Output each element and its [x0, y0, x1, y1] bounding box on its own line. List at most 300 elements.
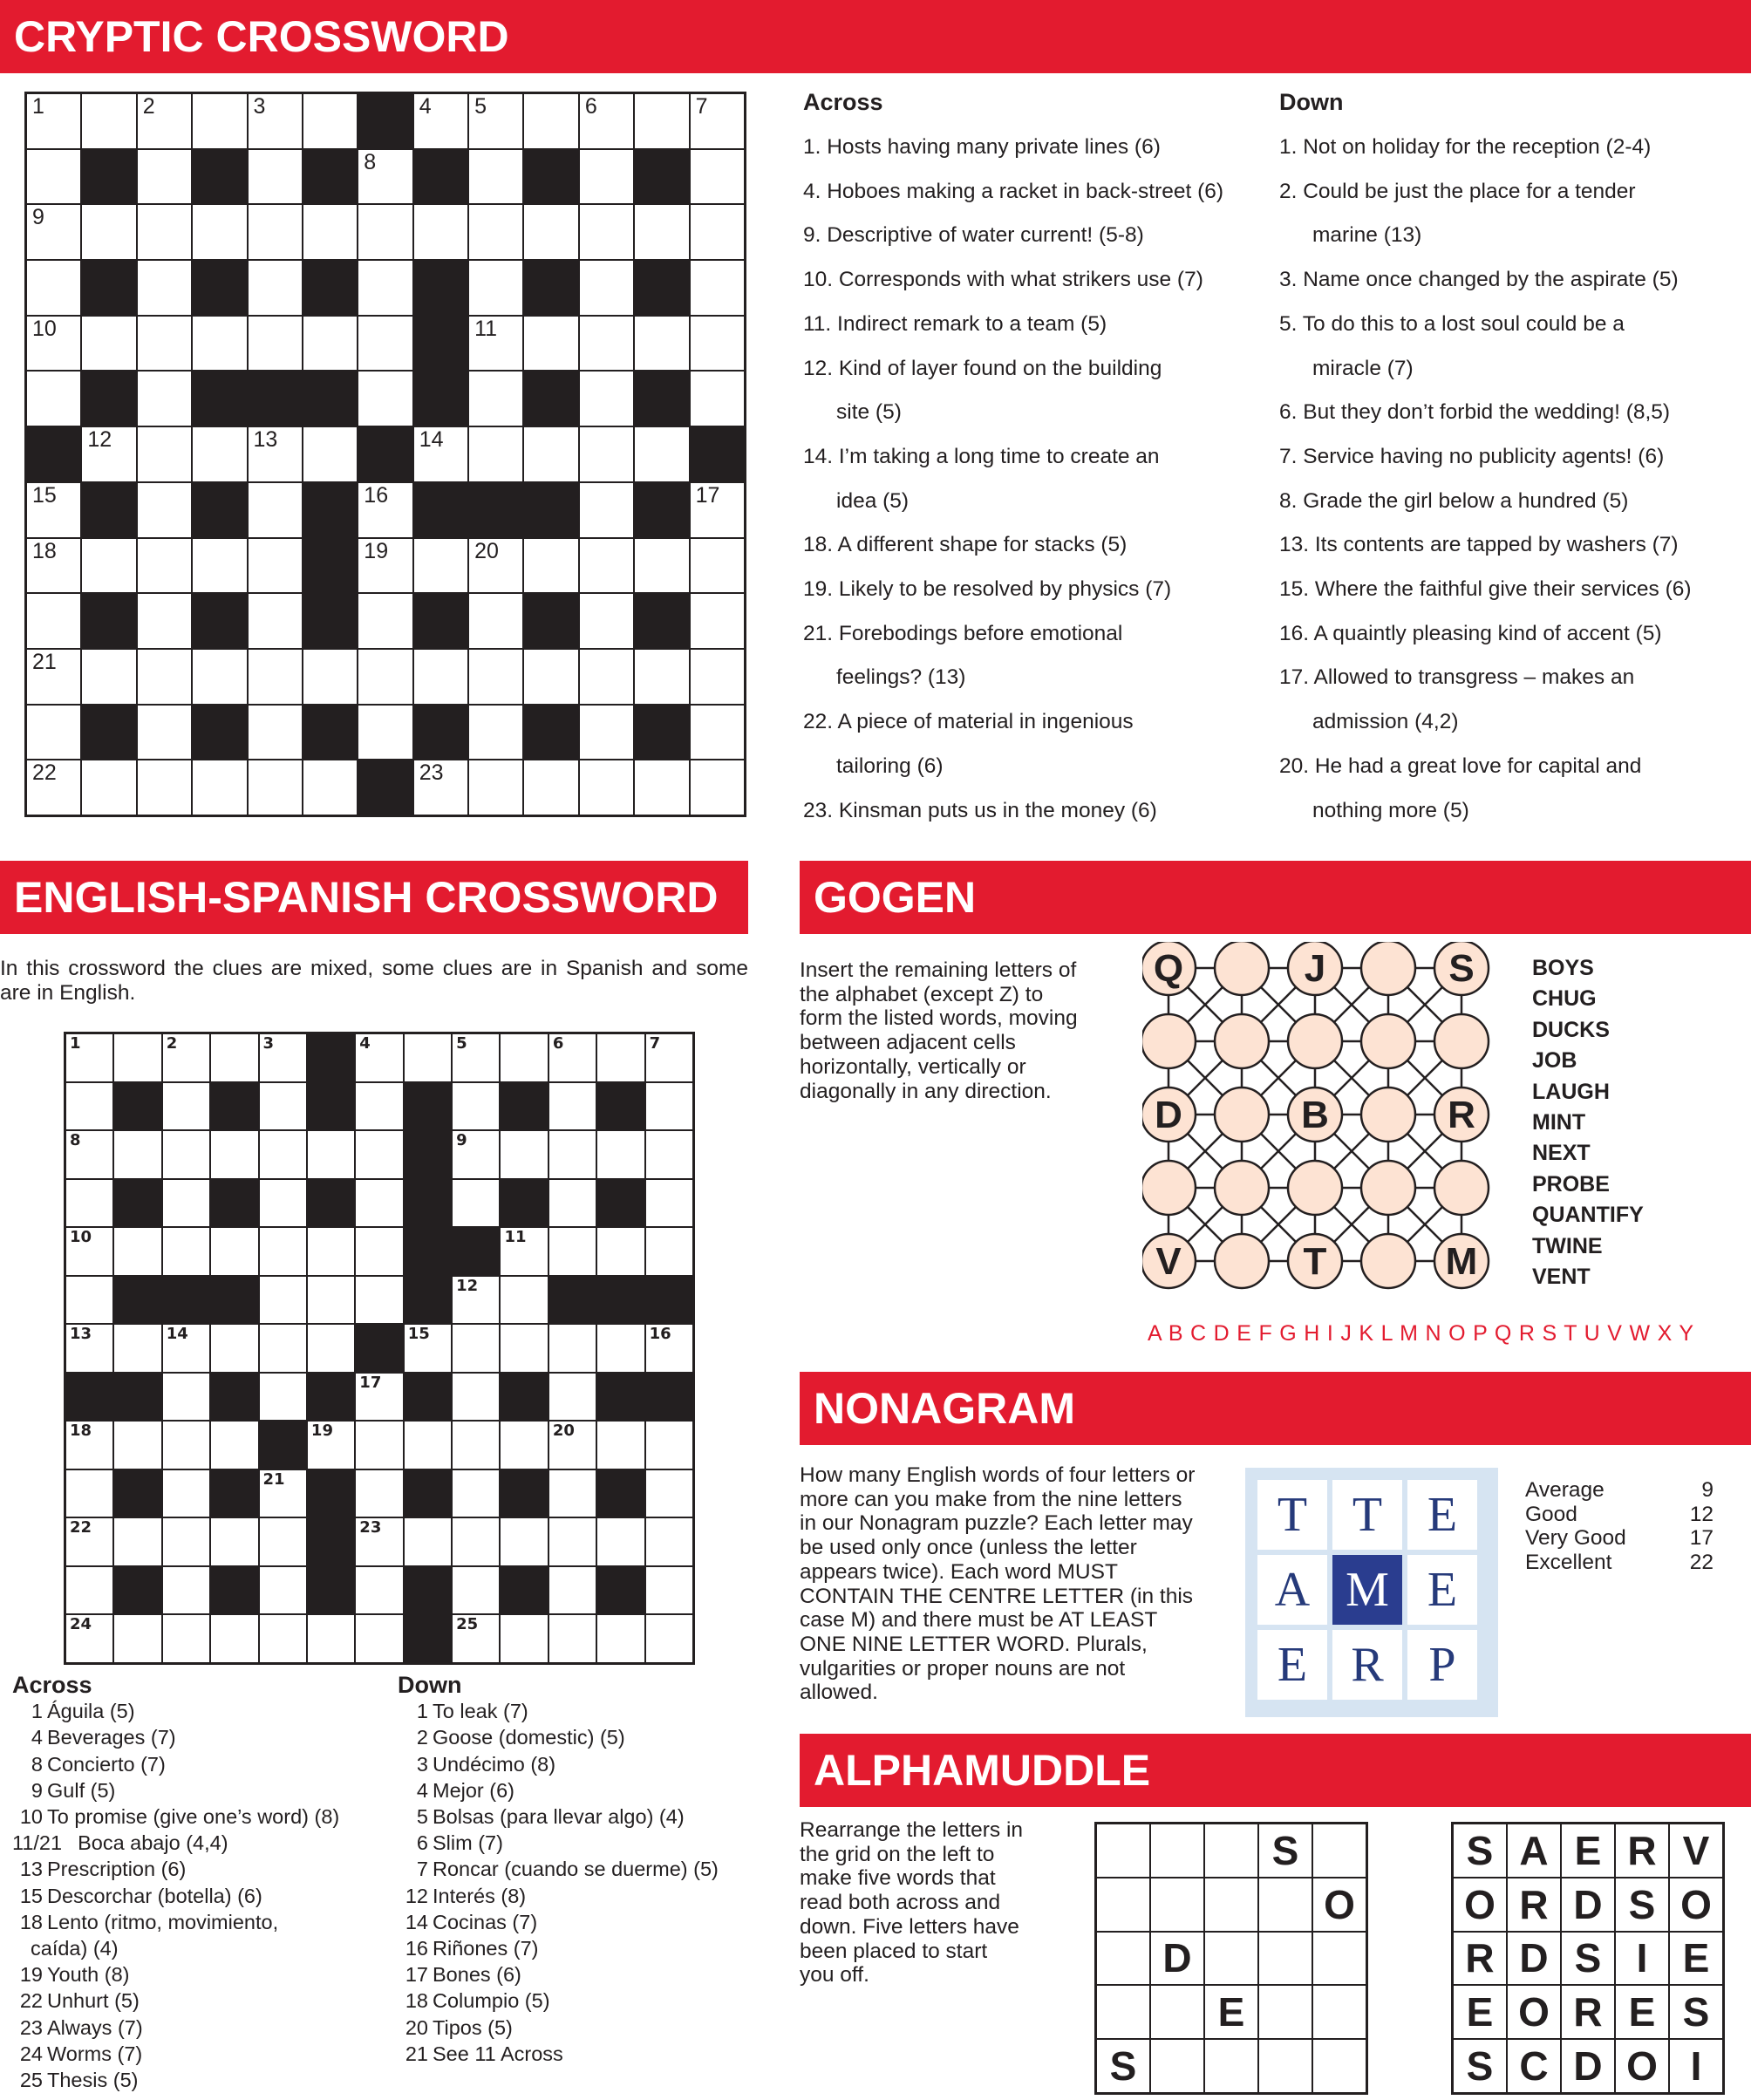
cryptic-cell[interactable]: [137, 204, 192, 260]
cryptic-cell[interactable]: [690, 482, 745, 538]
cryptic-cell[interactable]: [248, 760, 303, 815]
cryptic-cell[interactable]: [579, 371, 634, 426]
cryptic-cell[interactable]: [468, 705, 523, 760]
cryptic-cell[interactable]: [303, 93, 358, 149]
cryptic-cell[interactable]: [81, 649, 136, 705]
cryptic-cell[interactable]: [468, 649, 523, 705]
clue-entry: [398, 1724, 719, 1750]
cryptic-cell[interactable]: [523, 538, 578, 594]
alphamuddle-solution-cell[interactable]: [1258, 1985, 1312, 2039]
english-spanish-cell[interactable]: [596, 1033, 644, 1082]
english-spanish-cell[interactable]: [500, 1517, 548, 1566]
cryptic-cell[interactable]: [26, 593, 81, 649]
gogen-cell[interactable]: [1215, 1161, 1269, 1215]
english-spanish-cell[interactable]: [645, 1082, 693, 1131]
cryptic-cell[interactable]: [248, 149, 303, 205]
english-spanish-cell[interactable]: [259, 1033, 307, 1082]
cryptic-cell[interactable]: [26, 149, 81, 205]
cryptic-cell[interactable]: [468, 204, 523, 260]
cryptic-cell[interactable]: [303, 760, 358, 815]
cryptic-cell[interactable]: [26, 482, 81, 538]
cryptic-cell[interactable]: [468, 371, 523, 426]
english-spanish-cell[interactable]: [162, 1179, 210, 1228]
english-spanish-cell[interactable]: [65, 1033, 113, 1082]
alphamuddle-solution-cell[interactable]: [1204, 2039, 1258, 2093]
gogen-cell[interactable]: [1434, 1161, 1489, 1215]
english-spanish-cell[interactable]: [548, 1130, 596, 1179]
english-spanish-cell[interactable]: [307, 1614, 355, 1663]
alphamuddle-solution-cell[interactable]: [1150, 1985, 1204, 2039]
cryptic-cell[interactable]: [137, 260, 192, 316]
cryptic-cell[interactable]: [579, 593, 634, 649]
gogen-cell[interactable]: [1142, 1014, 1196, 1068]
english-spanish-cell[interactable]: [65, 1421, 113, 1469]
english-spanish-cell[interactable]: [65, 1082, 113, 1131]
cryptic-cell[interactable]: [192, 204, 247, 260]
cryptic-cell[interactable]: [634, 760, 689, 815]
cryptic-cell[interactable]: [579, 316, 634, 372]
english-spanish-cell[interactable]: [596, 1130, 644, 1179]
english-spanish-cell[interactable]: [113, 1517, 161, 1566]
alphamuddle-solution-cell[interactable]: [1096, 1985, 1150, 2039]
english-spanish-cell[interactable]: [596, 1324, 644, 1373]
cryptic-cell[interactable]: [579, 482, 634, 538]
english-spanish-cell[interactable]: [355, 1276, 403, 1325]
english-spanish-cell[interactable]: [404, 1324, 452, 1373]
english-spanish-cell[interactable]: [65, 1324, 113, 1373]
cryptic-cell[interactable]: [137, 482, 192, 538]
alphamuddle-solution-cell[interactable]: [1096, 1932, 1150, 1986]
alphamuddle-solution-cell[interactable]: D: [1150, 1932, 1204, 1986]
alphamuddle-solution-cell[interactable]: S: [1258, 1824, 1312, 1878]
english-spanish-cell[interactable]: [210, 1033, 258, 1082]
alphamuddle-solution-cell[interactable]: [1258, 1878, 1312, 1932]
english-spanish-cell[interactable]: [162, 1614, 210, 1663]
alphamuddle-solution-cell[interactable]: O: [1312, 1878, 1366, 1932]
english-spanish-cell[interactable]: [500, 1276, 548, 1325]
english-spanish-cell[interactable]: [162, 1421, 210, 1469]
cryptic-cell[interactable]: [468, 426, 523, 482]
english-spanish-cell[interactable]: [65, 1517, 113, 1566]
english-spanish-cell[interactable]: [259, 1614, 307, 1663]
alphamuddle-solution-cell[interactable]: [1150, 1878, 1204, 1932]
gogen-cell[interactable]: [1288, 1014, 1342, 1068]
cryptic-cell[interactable]: [690, 149, 745, 205]
cryptic-cell[interactable]: [468, 93, 523, 149]
cryptic-cell[interactable]: [137, 316, 192, 372]
cryptic-cell[interactable]: [26, 760, 81, 815]
nonagram-letter: E: [1257, 1630, 1327, 1700]
cryptic-cell[interactable]: [468, 149, 523, 205]
english-spanish-cell[interactable]: [548, 1227, 596, 1276]
english-spanish-cell[interactable]: [548, 1566, 596, 1615]
english-spanish-cell[interactable]: [355, 1517, 403, 1566]
cryptic-cell[interactable]: [413, 204, 468, 260]
cryptic-cell[interactable]: [634, 426, 689, 482]
cryptic-cell[interactable]: [248, 649, 303, 705]
gogen-cell[interactable]: [1361, 942, 1415, 995]
cryptic-cell[interactable]: [413, 760, 468, 815]
cryptic-cell[interactable]: [579, 538, 634, 594]
cryptic-cell[interactable]: [137, 705, 192, 760]
cryptic-cell[interactable]: [690, 760, 745, 815]
cryptic-cell[interactable]: [137, 760, 192, 815]
english-spanish-cell[interactable]: [548, 1033, 596, 1082]
gogen-cell[interactable]: [1215, 1234, 1269, 1288]
english-spanish-cell[interactable]: [645, 1517, 693, 1566]
cryptic-cell[interactable]: [413, 649, 468, 705]
english-spanish-cell[interactable]: [259, 1373, 307, 1422]
cryptic-cell[interactable]: [358, 371, 412, 426]
english-spanish-cell[interactable]: [548, 1179, 596, 1228]
cryptic-cell[interactable]: [690, 204, 745, 260]
cryptic-cell[interactable]: [634, 649, 689, 705]
english-spanish-cell[interactable]: [548, 1373, 596, 1422]
english-spanish-cell[interactable]: [162, 1082, 210, 1131]
cryptic-cell[interactable]: [137, 538, 192, 594]
cryptic-cell[interactable]: [690, 593, 745, 649]
english-spanish-cell[interactable]: [645, 1179, 693, 1228]
cryptic-cell[interactable]: [248, 204, 303, 260]
english-spanish-cell[interactable]: [645, 1033, 693, 1082]
gogen-title: GOGEN: [814, 873, 977, 922]
english-spanish-cell[interactable]: [548, 1517, 596, 1566]
english-spanish-cell[interactable]: [355, 1373, 403, 1422]
english-spanish-cell[interactable]: [500, 1033, 548, 1082]
cryptic-cell[interactable]: [634, 538, 689, 594]
english-spanish-cell[interactable]: [259, 1276, 307, 1325]
cryptic-cell[interactable]: [634, 93, 689, 149]
english-spanish-cell[interactable]: [65, 1566, 113, 1615]
cryptic-cell[interactable]: [523, 93, 578, 149]
cryptic-cell[interactable]: [248, 593, 303, 649]
english-spanish-cell[interactable]: [210, 1421, 258, 1469]
cryptic-cell[interactable]: [137, 649, 192, 705]
gogen-cell[interactable]: [1215, 1088, 1269, 1142]
cryptic-cell[interactable]: [248, 705, 303, 760]
english-spanish-cell[interactable]: [645, 1614, 693, 1663]
english-spanish-cell[interactable]: [113, 1421, 161, 1469]
english-spanish-cell[interactable]: [452, 1566, 500, 1615]
cryptic-cell[interactable]: [303, 649, 358, 705]
english-spanish-cell[interactable]: [645, 1469, 693, 1518]
gogen-cell[interactable]: [1434, 1014, 1489, 1068]
cryptic-cell[interactable]: [81, 426, 136, 482]
english-spanish-cell[interactable]: [162, 1517, 210, 1566]
alphamuddle-solution-cell[interactable]: [1204, 1878, 1258, 1932]
english-spanish-cell[interactable]: [259, 1227, 307, 1276]
english-spanish-cell[interactable]: [210, 1130, 258, 1179]
cryptic-cell[interactable]: [192, 426, 247, 482]
english-spanish-cell[interactable]: [452, 1033, 500, 1082]
english-spanish-cell[interactable]: [500, 1324, 548, 1373]
cryptic-cell[interactable]: [81, 316, 136, 372]
cryptic-cell[interactable]: [468, 538, 523, 594]
english-spanish-cell[interactable]: [452, 1324, 500, 1373]
english-spanish-cell[interactable]: [259, 1517, 307, 1566]
english-spanish-cell[interactable]: [355, 1614, 403, 1663]
gogen-cell[interactable]: [1288, 1161, 1342, 1215]
english-spanish-cell[interactable]: [113, 1130, 161, 1179]
clue-line: 22. A piece of material in ingenious: [803, 710, 1134, 734]
english-spanish-cell[interactable]: [452, 1469, 500, 1518]
cryptic-cell[interactable]: [358, 538, 412, 594]
alphamuddle-letter-cell: R: [1453, 1932, 1507, 1986]
alphamuddle-solution-cell[interactable]: [1096, 1878, 1150, 1932]
cryptic-cell[interactable]: [690, 371, 745, 426]
english-spanish-cell[interactable]: [452, 1421, 500, 1469]
cryptic-cell[interactable]: [26, 705, 81, 760]
gogen-cell[interactable]: [1361, 1088, 1415, 1142]
english-spanish-block-cell: [210, 1082, 258, 1131]
cryptic-cell[interactable]: [26, 93, 81, 149]
cryptic-cell[interactable]: [192, 760, 247, 815]
cryptic-cell[interactable]: [303, 316, 358, 372]
cryptic-cell[interactable]: [137, 426, 192, 482]
alphamuddle-solution-cell[interactable]: [1312, 2039, 1366, 2093]
english-spanish-cell[interactable]: [645, 1421, 693, 1469]
cryptic-cell[interactable]: [468, 760, 523, 815]
english-spanish-cell[interactable]: [162, 1130, 210, 1179]
alphamuddle-solution-cell[interactable]: [1150, 1824, 1204, 1878]
english-spanish-cell[interactable]: [210, 1324, 258, 1373]
alphamuddle-solution-cell[interactable]: S: [1096, 2039, 1150, 2093]
gogen-cell[interactable]: [1215, 1014, 1269, 1068]
cryptic-cell[interactable]: [468, 593, 523, 649]
english-spanish-cell[interactable]: [452, 1614, 500, 1663]
gogen-cell[interactable]: [1361, 1014, 1415, 1068]
english-spanish-cell[interactable]: [162, 1324, 210, 1373]
cryptic-cell[interactable]: [81, 93, 136, 149]
cryptic-cell[interactable]: [26, 260, 81, 316]
english-spanish-cell[interactable]: [404, 1033, 452, 1082]
english-spanish-cell[interactable]: [596, 1227, 644, 1276]
english-spanish-cell[interactable]: [113, 1227, 161, 1276]
english-spanish-cell[interactable]: [307, 1421, 355, 1469]
gogen-cell[interactable]: [1142, 1161, 1196, 1215]
cryptic-cell[interactable]: [690, 316, 745, 372]
english-spanish-cell[interactable]: [162, 1566, 210, 1615]
cryptic-cell[interactable]: [523, 426, 578, 482]
english-spanish-cell[interactable]: [259, 1469, 307, 1518]
english-spanish-cell[interactable]: [452, 1179, 500, 1228]
english-spanish-cell[interactable]: [355, 1469, 403, 1518]
english-spanish-cell[interactable]: [355, 1033, 403, 1082]
clue-line: 1. Hosts having many private lines (6): [803, 135, 1161, 159]
english-spanish-cell[interactable]: [500, 1614, 548, 1663]
cryptic-cell[interactable]: [690, 93, 745, 149]
english-spanish-cell[interactable]: [452, 1373, 500, 1422]
english-spanish-cell[interactable]: [452, 1082, 500, 1131]
cryptic-cell[interactable]: [248, 93, 303, 149]
english-spanish-cell[interactable]: [162, 1227, 210, 1276]
english-spanish-cell[interactable]: [548, 1469, 596, 1518]
cryptic-cell[interactable]: [690, 538, 745, 594]
cryptic-cell[interactable]: [358, 593, 412, 649]
cryptic-cell[interactable]: [634, 204, 689, 260]
english-spanish-cell[interactable]: [548, 1324, 596, 1373]
cryptic-cell[interactable]: [137, 371, 192, 426]
clue-text: Boca abajo (4,4): [78, 1831, 228, 1855]
english-spanish-cell[interactable]: [65, 1179, 113, 1228]
cryptic-cell[interactable]: [26, 649, 81, 705]
alphamuddle-solution-cell[interactable]: [1150, 2039, 1204, 2093]
english-spanish-cell[interactable]: [355, 1421, 403, 1469]
cryptic-cell[interactable]: [248, 426, 303, 482]
english-spanish-cell[interactable]: [307, 1276, 355, 1325]
cryptic-cell[interactable]: [248, 538, 303, 594]
cryptic-cell[interactable]: [523, 316, 578, 372]
cryptic-cell[interactable]: [579, 93, 634, 149]
cryptic-cell[interactable]: [413, 93, 468, 149]
cryptic-cell[interactable]: [690, 649, 745, 705]
english-spanish-clue-number: 11: [504, 1228, 527, 1247]
english-spanish-cell[interactable]: [113, 1614, 161, 1663]
cryptic-cell[interactable]: [358, 149, 412, 205]
english-spanish-cell[interactable]: [162, 1469, 210, 1518]
english-spanish-cell[interactable]: [210, 1227, 258, 1276]
cryptic-cell[interactable]: [137, 93, 192, 149]
cryptic-cell[interactable]: [579, 649, 634, 705]
alphamuddle-solution-cell[interactable]: [1258, 2039, 1312, 2093]
cryptic-cell[interactable]: [690, 260, 745, 316]
alphamuddle-solution-cell[interactable]: [1312, 1985, 1366, 2039]
cryptic-cell[interactable]: [358, 482, 412, 538]
cryptic-cell[interactable]: [358, 705, 412, 760]
english-spanish-cell[interactable]: [65, 1227, 113, 1276]
english-spanish-block-cell: [210, 1566, 258, 1615]
english-spanish-cell[interactable]: [65, 1130, 113, 1179]
cryptic-cell[interactable]: [358, 204, 412, 260]
gogen-cell[interactable]: [1361, 1234, 1415, 1288]
cryptic-cell[interactable]: [579, 760, 634, 815]
cryptic-cell[interactable]: [192, 93, 247, 149]
english-spanish-cell[interactable]: [452, 1517, 500, 1566]
cryptic-cell[interactable]: [413, 426, 468, 482]
english-spanish-cell[interactable]: [355, 1179, 403, 1228]
english-spanish-cell[interactable]: [259, 1324, 307, 1373]
english-spanish-cell[interactable]: [500, 1421, 548, 1469]
cryptic-cell[interactable]: [690, 705, 745, 760]
alphamuddle-solution-cell[interactable]: [1312, 1932, 1366, 1986]
gogen-cell[interactable]: [1215, 942, 1269, 995]
english-spanish-cell[interactable]: [259, 1130, 307, 1179]
english-spanish-cell[interactable]: [65, 1276, 113, 1325]
cryptic-cell[interactable]: [358, 649, 412, 705]
cryptic-cell[interactable]: [579, 204, 634, 260]
alphamuddle-solution-cell[interactable]: [1204, 1824, 1258, 1878]
english-spanish-cell[interactable]: [210, 1614, 258, 1663]
cryptic-cell[interactable]: [468, 260, 523, 316]
english-spanish-cell[interactable]: [259, 1179, 307, 1228]
english-spanish-cell[interactable]: [113, 1033, 161, 1082]
english-spanish-cell[interactable]: [65, 1614, 113, 1663]
cryptic-cell[interactable]: [81, 538, 136, 594]
cryptic-cell[interactable]: [468, 316, 523, 372]
cryptic-cell[interactable]: [248, 260, 303, 316]
alphamuddle-solution-cell[interactable]: [1096, 1824, 1150, 1878]
cryptic-cell[interactable]: [26, 371, 81, 426]
alphamuddle-solution-cell[interactable]: E: [1204, 1985, 1258, 2039]
cryptic-cell[interactable]: [523, 760, 578, 815]
cryptic-cell[interactable]: [579, 426, 634, 482]
english-spanish-cell[interactable]: [645, 1130, 693, 1179]
english-spanish-cell[interactable]: [307, 1324, 355, 1373]
english-spanish-cell[interactable]: [404, 1517, 452, 1566]
english-spanish-cell[interactable]: [404, 1421, 452, 1469]
alphamuddle-solution-cell[interactable]: [1312, 1824, 1366, 1878]
english-spanish-cell[interactable]: [548, 1614, 596, 1663]
cryptic-cell[interactable]: [579, 705, 634, 760]
cryptic-cell[interactable]: [248, 316, 303, 372]
cryptic-cell[interactable]: [137, 149, 192, 205]
cryptic-cell[interactable]: [303, 426, 358, 482]
cryptic-cell[interactable]: [523, 649, 578, 705]
cryptic-cell[interactable]: [81, 760, 136, 815]
cryptic-cell[interactable]: [192, 649, 247, 705]
english-spanish-cell[interactable]: [307, 1227, 355, 1276]
clue-line: 20. He had a great love for capital and: [1279, 753, 1642, 778]
english-spanish-cell[interactable]: [548, 1082, 596, 1131]
cryptic-cell[interactable]: [26, 316, 81, 372]
cryptic-cell[interactable]: [192, 538, 247, 594]
english-spanish-cell[interactable]: [500, 1130, 548, 1179]
alphamuddle-letter-cell: S: [1615, 1878, 1669, 1932]
english-spanish-cell[interactable]: [307, 1130, 355, 1179]
cryptic-cell[interactable]: [358, 316, 412, 372]
english-spanish-cell[interactable]: [259, 1082, 307, 1131]
english-spanish-cell[interactable]: [355, 1082, 403, 1131]
alphamuddle-solution-cell[interactable]: [1258, 1932, 1312, 1986]
english-spanish-cell[interactable]: [65, 1469, 113, 1518]
cryptic-cell[interactable]: [26, 204, 81, 260]
english-spanish-cell[interactable]: [355, 1566, 403, 1615]
english-spanish-cell[interactable]: [162, 1373, 210, 1422]
cryptic-cell[interactable]: [579, 149, 634, 205]
cryptic-cell[interactable]: [413, 538, 468, 594]
cryptic-cell[interactable]: [523, 204, 578, 260]
english-spanish-cell[interactable]: [596, 1614, 644, 1663]
gogen-instructions: Insert the remaining letters of the alphabet (except Z) to form the listed words, moving between adjacent cells horizontally, vertically or diagonally in any direction.: [800, 958, 1078, 1103]
english-spanish-cell[interactable]: [452, 1130, 500, 1179]
english-spanish-cell[interactable]: [452, 1276, 500, 1325]
alphamuddle-solution-cell[interactable]: [1204, 1932, 1258, 1986]
english-spanish-cell[interactable]: [210, 1517, 258, 1566]
english-spanish-cell[interactable]: [259, 1566, 307, 1615]
english-spanish-cell[interactable]: [548, 1421, 596, 1469]
english-spanish-cell[interactable]: [645, 1227, 693, 1276]
english-spanish-cell[interactable]: [113, 1324, 161, 1373]
cryptic-cell[interactable]: [358, 260, 412, 316]
cryptic-cell[interactable]: [248, 482, 303, 538]
cryptic-cell[interactable]: [192, 316, 247, 372]
cryptic-cell[interactable]: [137, 593, 192, 649]
english-spanish-cell[interactable]: [596, 1517, 644, 1566]
cryptic-cell[interactable]: [634, 316, 689, 372]
english-spanish-cell[interactable]: [355, 1130, 403, 1179]
english-spanish-cell[interactable]: [355, 1227, 403, 1276]
english-spanish-cell[interactable]: [500, 1227, 548, 1276]
english-spanish-cell[interactable]: [596, 1421, 644, 1469]
gogen-cell[interactable]: [1361, 1161, 1415, 1215]
cryptic-cell[interactable]: [303, 204, 358, 260]
cryptic-cell[interactable]: [26, 538, 81, 594]
english-spanish-cell[interactable]: [645, 1566, 693, 1615]
english-spanish-cell[interactable]: [162, 1033, 210, 1082]
english-spanish-cell[interactable]: [645, 1324, 693, 1373]
cryptic-cell[interactable]: [81, 204, 136, 260]
cryptic-cell[interactable]: [579, 260, 634, 316]
